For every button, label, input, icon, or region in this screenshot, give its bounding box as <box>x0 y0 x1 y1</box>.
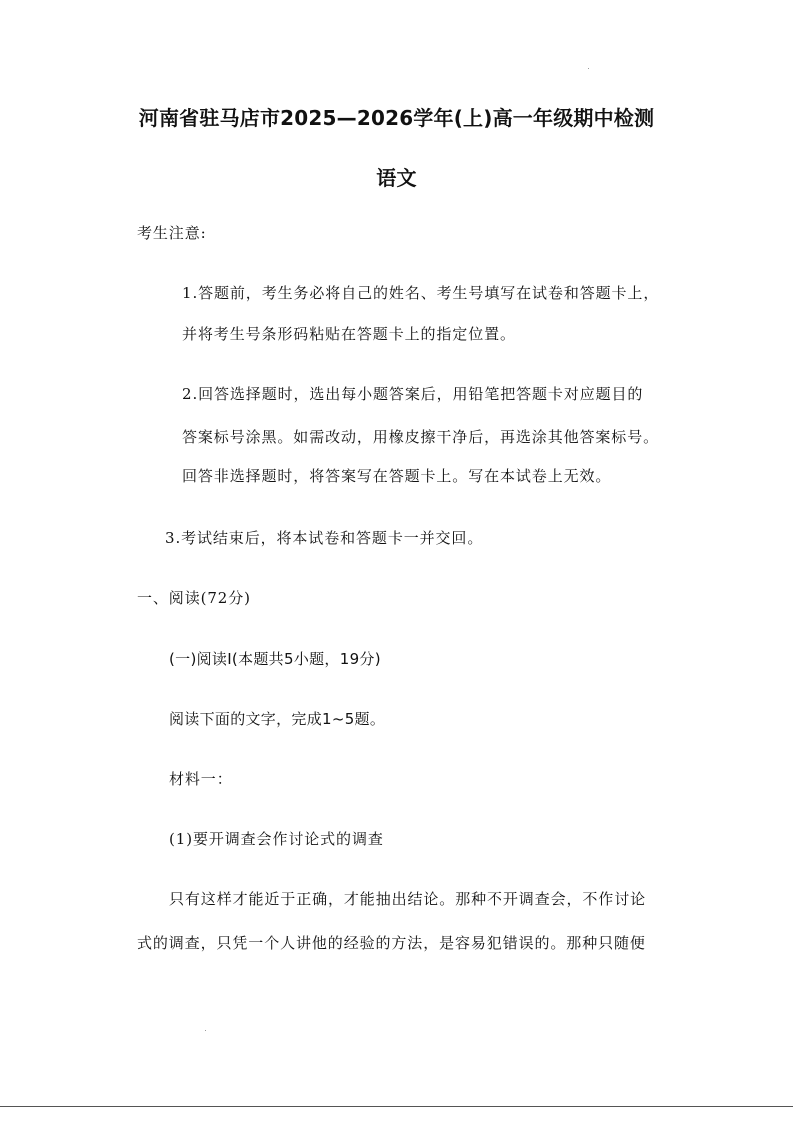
notice-item-1-line-2: 并将考生号条形码粘贴在答题卡上的指定位置。 <box>182 325 516 343</box>
point-title: (1)要开调查会作讨论式的调查 <box>169 830 384 848</box>
notice-item-1-line-1: 1.答题前，考生务必将自己的姓名、考生号填写在试卷和答题卡上， <box>182 284 660 302</box>
notice-item-2-line-2: 答案标号涂黑。如需改动，用橡皮擦干净后，再选涂其他答案标号。 <box>182 428 660 446</box>
section-heading: 一、阅读(72分) <box>137 589 251 607</box>
page-bottom-rule <box>0 1106 793 1107</box>
reading-instruction: 阅读下面的文字，完成1~5题。 <box>169 710 386 728</box>
subject-title: 语文 <box>376 166 417 190</box>
sub-section-heading: (一)阅读Ⅰ(本题共5小题，19分) <box>169 650 381 668</box>
paragraph-line-2: 式的调查，只凭一个人讲他的经验的方法，是容易犯错误的。那种只随便 <box>137 934 646 952</box>
scan-speck <box>205 1030 206 1031</box>
scan-speck <box>588 68 589 69</box>
notice-heading: 考生注意: <box>137 224 207 242</box>
paragraph-line-1: 只有这样才能近于正确，才能抽出结论。那种不开调查会，不作讨论 <box>169 890 647 908</box>
notice-item-3: 3.考试结束后，将本试卷和答题卡一并交回。 <box>165 529 484 547</box>
notice-item-2-line-1: 2.回答选择题时，选出每小题答案后，用铅笔把答题卡对应题目的 <box>182 385 644 403</box>
notice-item-2-line-3: 回答非选择题时，将答案写在答题卡上。写在本试卷上无效。 <box>182 467 612 485</box>
material-label: 材料一： <box>169 770 233 788</box>
exam-title: 河南省驻马店市2025—2026学年(上)高一年级期中检测 <box>138 106 655 130</box>
